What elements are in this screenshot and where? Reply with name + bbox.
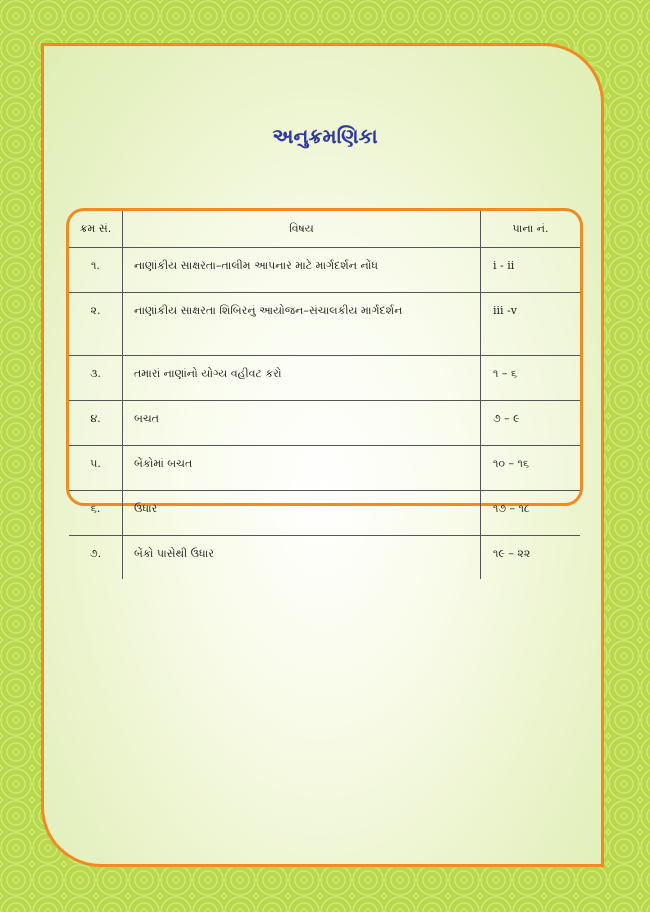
header-subject: વિષય: [123, 211, 481, 248]
table-row: [69, 536, 580, 580]
table-row: [69, 293, 580, 356]
row-page: ૧૭ – ૧૮: [481, 491, 581, 536]
header-serial: ક્રમ સં.: [69, 211, 123, 248]
row-serial: ૨.: [69, 293, 123, 356]
table-header-row: [69, 211, 580, 248]
row-page: ૧ – ૬: [481, 356, 581, 401]
table-row: [69, 446, 580, 491]
row-page: iii -v: [481, 293, 581, 356]
row-serial: ૬.: [69, 491, 123, 536]
row-page: i - ii: [481, 248, 581, 293]
row-serial: ૫.: [69, 446, 123, 491]
row-subject: તમારાં નાણાંનો યોગ્ય વહીવટ કરો: [123, 356, 481, 401]
row-page: ૧૦ – ૧૬: [481, 446, 581, 491]
table-row: [69, 248, 580, 293]
row-subject: બેંકોમાં બચત: [123, 446, 481, 491]
row-subject: નાણાંકીય સાક્ષરતા શિબિરનું આયોજન–સંચાલકીય માર્ગદર્શન: [123, 293, 481, 356]
toc-table: [69, 211, 580, 579]
row-subject: બચત: [123, 401, 481, 446]
table-row: [69, 356, 580, 401]
row-page: ૧૯ – ૨૨: [481, 536, 581, 580]
page-title: અનુક્રમણિકા: [272, 124, 378, 148]
row-subject: બેંકો પાસેથી ઉધાર: [123, 536, 481, 580]
row-page: ૭ – ૯: [481, 401, 581, 446]
table-row: [69, 491, 580, 536]
row-subject: નાણાંકીય સાક્ષરતા–તાલીમ આપનાર માટે માર્ગદર્શન નોંધ: [123, 248, 481, 293]
row-serial: ૩.: [69, 356, 123, 401]
table-of-contents: [66, 208, 583, 560]
row-serial: ૧.: [69, 248, 123, 293]
row-serial: ૭.: [69, 536, 123, 580]
header-page: પાના નં.: [481, 211, 581, 248]
row-serial: ૪.: [69, 401, 123, 446]
row-subject: ઉધાર: [123, 491, 481, 536]
table-row: [69, 401, 580, 446]
